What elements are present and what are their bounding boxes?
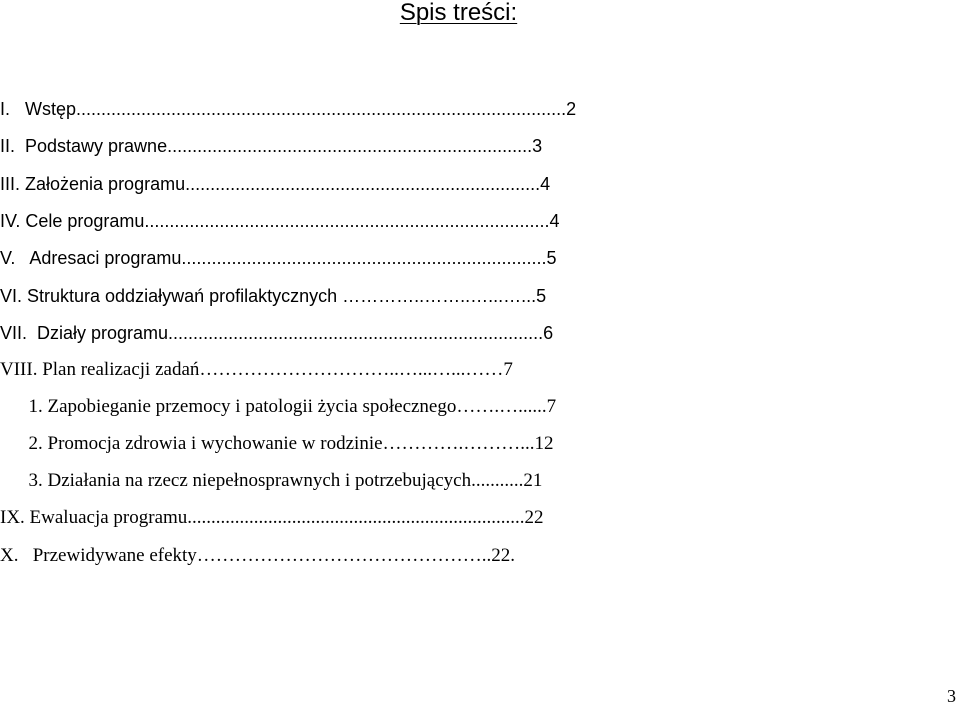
page-number: 3 bbox=[947, 686, 956, 706]
toc-subentry-dzialania-niepelnosprawnych: 3. Działania na rzecz niepełnosprawnych i potrzebujących...........21 bbox=[0, 470, 543, 491]
page-title: Spis treści: bbox=[399, 0, 518, 26]
toc-entry-przewidywane-efekty: X. Przewidywane efekty………………………………………..22. bbox=[0, 545, 516, 566]
toc-entry-adresaci-programu: V. Adresaci programu.........................................................................5 bbox=[0, 248, 557, 268]
toc-entry-struktura-oddzialywan: VI. Struktura oddziaływań profilaktycznych …………..……..…...…...5 bbox=[0, 286, 547, 306]
toc-subentry-promocja-zdrowia: 2. Promocja zdrowia i wychowanie w rodzinie………….………...12 bbox=[0, 433, 554, 454]
toc-entry-dzialy-programu: VII. Działy programu...........................................................................6 bbox=[0, 323, 554, 343]
toc-entry-zalozenia-programu: III. Założenia programu.......................................................................4 bbox=[0, 174, 551, 194]
toc-entry-wstep: I. Wstęp..................................................................................................2 bbox=[0, 99, 577, 119]
toc-entry-plan-realizacji: VIII. Plan realizacji zadań…………………………..…...…...……7 bbox=[0, 359, 513, 380]
toc-subentry-zapobieganie-przemocy: 1. Zapobieganie przemocy i patologii życia społecznego…….…......7 bbox=[0, 396, 557, 417]
toc-entry-cele-programu: IV. Cele programu.................................................................................4 bbox=[0, 211, 560, 231]
toc-entry-ewaluacja-programu: IX. Ewaluacja programu.......................................................................22 bbox=[0, 507, 544, 528]
toc-entry-podstawy-prawne: II. Podstawy prawne.........................................................................3 bbox=[0, 136, 543, 156]
